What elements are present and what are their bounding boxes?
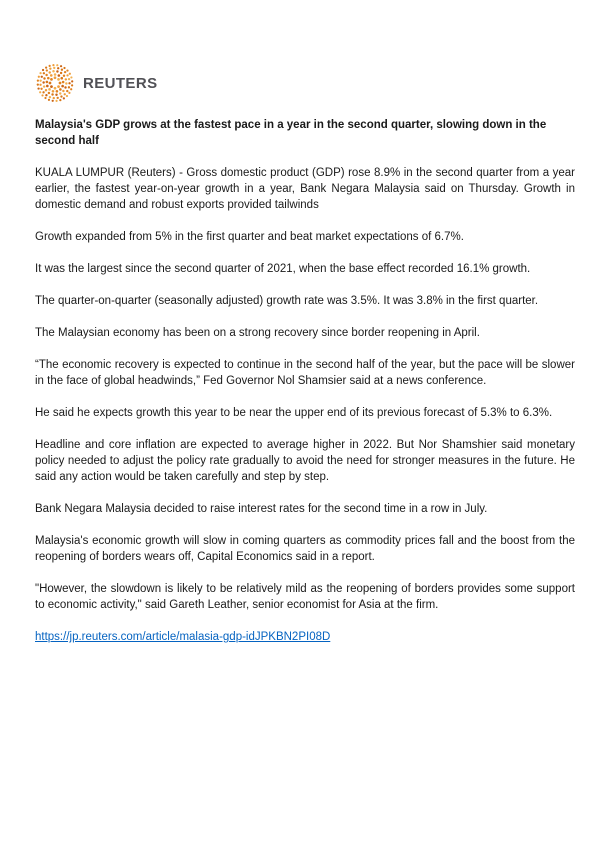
article-paragraph: “The economic recovery is expected to continue in the second half of the year, but the pace will be slower in the face of global headwinds,” Fed Governor Nol Shamsier said at a news conference. xyxy=(35,359,575,387)
article-paragraph: The Malaysian economy has been on a strong recovery since border reopening in April. xyxy=(35,327,480,339)
article-paragraph: Headline and core inflation are expected to average higher in 2022. But Nor Shamshier said monetary policy needed to adjust the policy rate gradually to avoid the need for stronger measures in the future. He said any action would be taken carefully and step by step. xyxy=(35,439,575,483)
article-paragraph: Growth expanded from 5% in the first quarter and beat market expectations of 6.7%. xyxy=(35,231,464,243)
article-paragraph: He said he expects growth this year to be near the upper end of its previous forecast of 5.3% to 6.3%. xyxy=(35,407,553,419)
reuters-logo xyxy=(35,62,575,104)
article-paragraph: Malaysia's economic growth will slow in coming quarters as commodity prices fall and the boost from the reopening of borders wears off, Capital Economics said in a report. xyxy=(35,535,575,563)
article-link[interactable]: https://jp.reuters.com/article/malasia-gdp-idJPKBN2PI08D xyxy=(35,631,331,643)
article-paragraph: KUALA LUMPUR (Reuters) - Gross domestic product (GDP) rose 8.9% in the second quarter from a year earlier, the fastest year-on-year growth in a year, Bank Negara Malaysia said on Thursday. Growth in domestic demand and robust exports provided tailwinds xyxy=(35,167,575,211)
reuters-sphere-icon xyxy=(35,62,75,104)
article-paragraph: "However, the slowdown is likely to be relatively mild as the reopening of borders provides some support to economic activity," said Gareth Leather, senior economist for Asia at the firm. xyxy=(35,583,575,611)
article-link-row xyxy=(35,629,575,645)
article-paragraph: It was the largest since the second quarter of 2021, when the base effect recorded 16.1% growth. xyxy=(35,263,531,275)
article-headline: Malaysia's GDP grows at the fastest pace in a year in the second quarter, slowing down in the second half xyxy=(35,119,547,147)
article-paragraph: The quarter-on-quarter (seasonally adjusted) growth rate was 3.5%. It was 3.8% in the first quarter. xyxy=(35,295,539,307)
article-paragraph: Bank Negara Malaysia decided to raise interest rates for the second time in a row in July. xyxy=(35,503,488,515)
reuters-wordmark: REUTERS xyxy=(83,74,158,92)
